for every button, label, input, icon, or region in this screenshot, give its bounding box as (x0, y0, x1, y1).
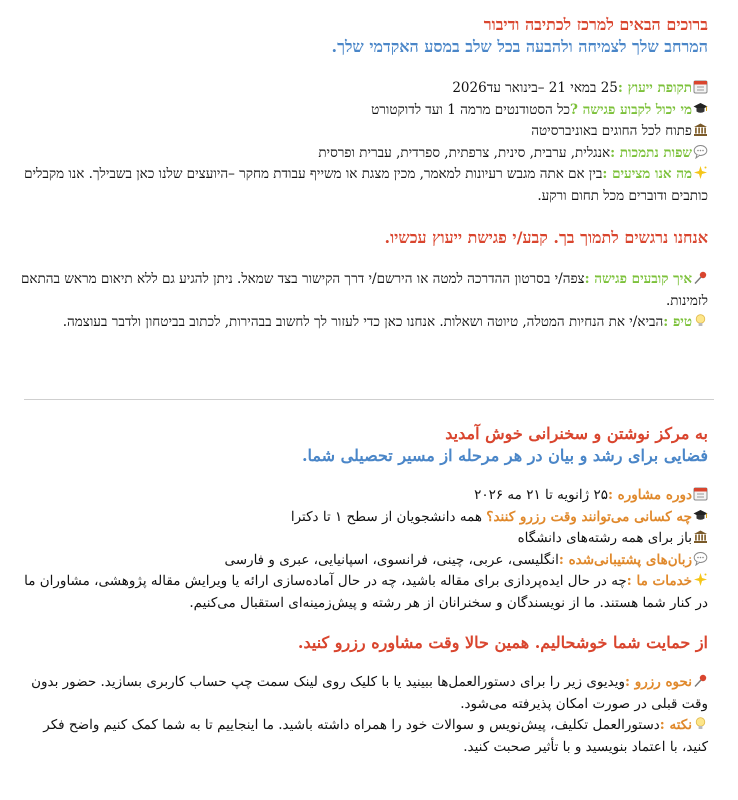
fa-who-label: چه کسانی می‌توانند وقت رزرو کنند؟ (486, 508, 692, 525)
languages-line (20, 143, 708, 165)
fa-who-line (20, 507, 708, 529)
who-label: מי יכול לקבוע פגישה ? (570, 101, 692, 118)
who-line (20, 100, 708, 122)
speech-bubble-icon (693, 551, 708, 566)
fa-open-text: باز برای همه رشته‌های دانشگاه (517, 530, 692, 546)
fa-booking-text: ویدیوی زیر را برای دستورالعمل‌ها ببینید یا با کلیک روی لینک سمت چپ حساب کاربری بسازید. حضور بدون وقت قبلی در صورت امکان پذیرفته می‌شود. (31, 674, 708, 712)
fa-tip-label: نکته : (659, 717, 692, 733)
languages-text: אנגלית, ערבית, סינית, צרפתית, ספרדית, עברית ופרסית (318, 144, 611, 161)
open-line (20, 121, 708, 143)
light-bulb-icon (693, 313, 708, 328)
fa-booking-label: نحوه رزرو : (625, 674, 692, 690)
offer-label: מה אנו מציעים : (602, 166, 692, 182)
calendar-icon (693, 79, 708, 94)
fa-languages-label: زبان‌های پشتیبانی‌شده : (558, 551, 692, 568)
fa-offer-label: خدمات ما : (626, 573, 692, 589)
support-heading: אנחנו נרגשים לתמוך בך. קבע/י פגישת ייעוץ עכשיו. (384, 228, 708, 247)
speech-bubble-icon (693, 144, 708, 159)
fa-languages-text: انگلیسی، عربی، چینی، فرانسوی، اسپانیایی، عبری و فارسی (224, 551, 559, 568)
university-building-icon (693, 122, 708, 137)
section-divider (24, 399, 714, 400)
fa-period-line (20, 485, 708, 507)
fa-period-text: ۲۵ ژانویه تا ۲۱ مه ۲۰۲۶ (474, 487, 608, 503)
page-title: ברוכים הבאים למרכז לכתיבה ודיבור (483, 15, 708, 34)
booking-label: איך קובעים פגישה : (584, 271, 692, 287)
sparkle-icon (693, 572, 708, 587)
offer-line (20, 164, 708, 207)
period-label: תקופת ייעוץ : (617, 80, 692, 96)
fa-period-label: دوره مشاوره : (607, 487, 692, 503)
pushpin-icon (693, 270, 708, 285)
fa-support-heading: از حمایت شما خوشحالیم. همین حالا وقت مشاوره رزرو کنید. (297, 633, 708, 652)
calendar-icon (693, 486, 708, 501)
university-building-icon (693, 529, 708, 544)
pushpin-icon (693, 673, 708, 688)
page-subtitle: המרחב שלך לצמיחה ולהבעה בכל שלב במסע האקדמי שלך. (331, 37, 708, 56)
sparkle-icon (693, 165, 708, 180)
fa-who-text: همه دانشجویان از سطح ۱ تا دکترا (290, 508, 487, 525)
period-text: 25 במאי 21 –בינואר עד2026 (452, 80, 618, 96)
persian-section (20, 423, 708, 758)
fa-booking-line (20, 672, 708, 715)
fa-title: به مرکز نوشتن و سخنرانی خوش آمدید (445, 424, 708, 443)
who-text: כל הסטודנטים מרמה 1 ועד לדוקטורט (371, 101, 571, 118)
period-line (20, 78, 708, 100)
fa-offer-text: چه در حال ایده‌پردازی برای مقاله باشید، چه در حال آماده‌سازی ارائه یا ویرایش مقاله پژوهشی، مشاوران ما در کنار شما هستند. ما از نویسندگان و سخنرانان از هر رشته و پیش‌زمینه‌ای استقبال می‌کنیم. (24, 573, 708, 611)
graduation-cap-icon (693, 508, 708, 523)
languages-label: שפות נתמכות : (610, 144, 692, 161)
fa-tip-line (20, 715, 708, 758)
hebrew-section (20, 14, 708, 334)
open-text: פתוח לכל החוגים באוניברסיטה (531, 123, 692, 139)
tip-text: הביא/י את הנחיות המטלה, טיוטה ושאלות. אנחנו כאן כדי לעזור לך לחשוב בבהירות, לכתוב בביטחון ולדבר בעוצמה. (62, 314, 664, 330)
light-bulb-icon (693, 716, 708, 731)
offer-text: בין אם אתה מגבש רעיונות למאמר, מכין מצגת או משייף עבודת מחקר –היועצים שלנו כאן בשבילך. אנו מקבלים כותבים ודוברים מכל תחום ורקע. (24, 166, 708, 204)
booking-text: צפה/י בסרטון ההדרכה למטה או הירשם/י דרך הקישור בצד שמאל. ניתן להגיע גם ללא תיאום מראש בהתאם לזמינות. (21, 271, 708, 309)
fa-tip-text: دستورالعمل تکلیف، پیش‌نویس و سوالات خود را همراه داشته باشید. ما اینجاییم تا به شما کمک کنیم واضح فکر کنید، با اعتماد بنویسید و با تأثیر صحبت کنید. (43, 717, 708, 755)
graduation-cap-icon (693, 101, 708, 116)
fa-subtitle: فضایی برای رشد و بیان در هر مرحله از مسیر تحصیلی شما. (301, 446, 708, 465)
fa-languages-line (20, 550, 708, 572)
booking-line (20, 269, 708, 312)
tip-line (20, 312, 708, 334)
fa-offer-line (20, 571, 708, 614)
tip-label: טיפ : (663, 314, 692, 330)
fa-open-line (20, 528, 708, 550)
